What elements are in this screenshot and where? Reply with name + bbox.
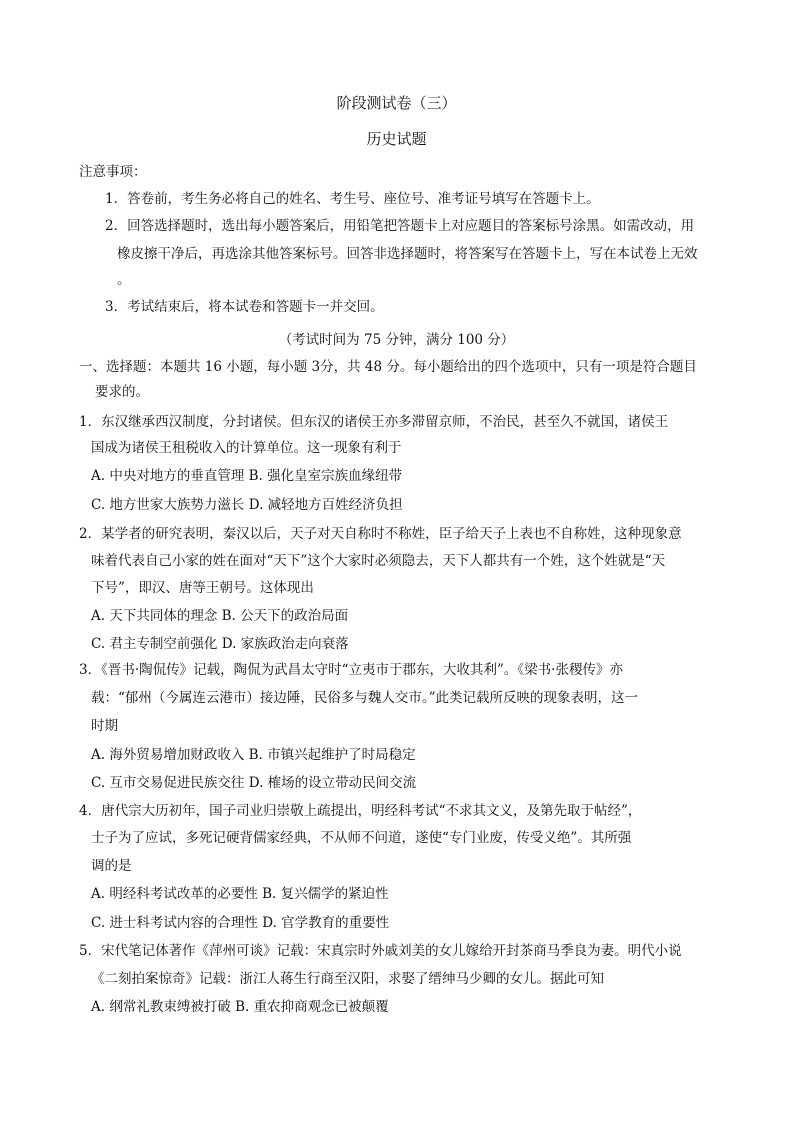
section-heading-line-2: 要求的。 bbox=[95, 384, 149, 400]
question-2-options-cd: C. 君主专制空前强化 D. 家族政治走向衰落 bbox=[91, 636, 349, 652]
question-2-options-ab: A. 天下共同体的理念 B. 公天下的政治局面 bbox=[91, 608, 349, 624]
notice-heading: 注意事项： bbox=[79, 164, 147, 180]
notice-item-2-line-1: 2．回答选择题时，选出每小题答案后，用铅笔把答题卡上对应题目的答案标号涂黑。如需改动，用 bbox=[105, 218, 695, 234]
question-2-line-2: 味着代表自己小家的姓在面对“天下”这个大家时必须隐去，天下人都共有一个姓，这个姓就是“天 bbox=[91, 553, 666, 569]
notice-item-3: 3．考试结束后，将本试卷和答题卡一并交回。 bbox=[105, 299, 384, 315]
question-4-line-2: 士子为了应试，多死记硬背儒家经典，不从师不问道，遂使“专门业废，传受义绝”。其所强 bbox=[91, 830, 632, 846]
question-5-line-1: 5．宋代笔记体著作《萍州可谈》记载：宋真宗时外戚刘美的女儿嫁给开封茶商马季良为妻。明代小说 bbox=[79, 943, 682, 959]
question-3-options-ab: A. 海外贸易增加财政收入 B. 市镇兴起维护了时局稳定 bbox=[91, 747, 416, 763]
question-4-options-ab: A. 明经科考试改革的必要性 B. 复兴儒学的紧迫性 bbox=[91, 886, 389, 902]
notice-item-2-line-3: 。 bbox=[117, 272, 131, 288]
question-3-options-cd: C. 互市交易促进民族交往 D. 榷场的设立带动民间交流 bbox=[91, 775, 417, 791]
page-title: 阶段测试卷（三） bbox=[336, 94, 457, 112]
question-4-line-1: 4．唐代宗大历初年，国子司业归崇敬上疏提出，明经科考试“不求其文义，及第先取于帖经”， bbox=[79, 803, 642, 819]
exam-info: （考试时间为 75 分钟，满分 100 分） bbox=[278, 332, 515, 348]
question-5-line-2: 《二刻拍案惊奇》记载：浙江人蒋生行商至汉阳，求娶了缙绅马少卿的女儿。据此可知 bbox=[91, 971, 604, 987]
question-1-options-cd: C. 地方世家大族势力滋长 D. 减轻地方百姓经济负担 bbox=[91, 497, 403, 513]
question-1-line-1: 1．东汉继承西汉制度，分封诸侯。但东汉的诸侯王亦多滞留京师，不治民，甚至久不就国，诸侯王 bbox=[79, 414, 669, 430]
notice-item-1: 1．答卷前，考生务必将自己的姓名、考生号、座位号、准考证号填写在答题卡上。 bbox=[105, 191, 600, 207]
question-1-line-2: 国成为诸侯王租税收入的计算单位。这一现象有利于 bbox=[91, 440, 402, 456]
section-heading-line-1: 一、选择题：本题共 16 小题，每小题 3分，共 48 分。每小题给出的四个选项中，只有一项是符合题目 bbox=[79, 359, 697, 375]
question-2-line-1: 2．某学者的研究表明，秦汉以后，天子对天自称时不称姓，臣子给天子上表也不自称姓，这种现象意 bbox=[79, 526, 682, 542]
question-3-line-1: 3．《晋书·陶侃传》记载，陶侃为武昌太守时“立夷市于郡东，大收其利”。《梁书·张稷传》亦 bbox=[79, 662, 623, 678]
question-4-options-cd: C. 进士科考试内容的合理性 D. 官学教育的重要性 bbox=[91, 915, 390, 931]
question-1-options-ab: A. 中央对地方的垂直管理 B. 强化皇室宗族血缘纽带 bbox=[91, 468, 403, 484]
question-3-line-2: 载：“郁州（今属连云港市）接边陲，民俗多与魏人交市。”此类记载所反映的现象表明，这一 bbox=[91, 690, 639, 706]
question-2-line-3: 下号”，即汉、唐等王朝号。这体现出 bbox=[91, 580, 314, 596]
notice-item-2-line-2: 橡皮擦干净后，再选涂其他答案标号。回答非选择题时，将答案写在答题卡上，写在本试卷上无效 bbox=[117, 246, 698, 262]
question-5-options-ab: A. 纲常礼教束缚被打破 B. 重农抑商观念已被颠覆 bbox=[91, 999, 389, 1015]
question-4-line-3: 调的是 bbox=[91, 858, 132, 874]
page-subtitle: 历史试题 bbox=[366, 130, 427, 148]
question-3-line-3: 时期 bbox=[91, 718, 118, 734]
